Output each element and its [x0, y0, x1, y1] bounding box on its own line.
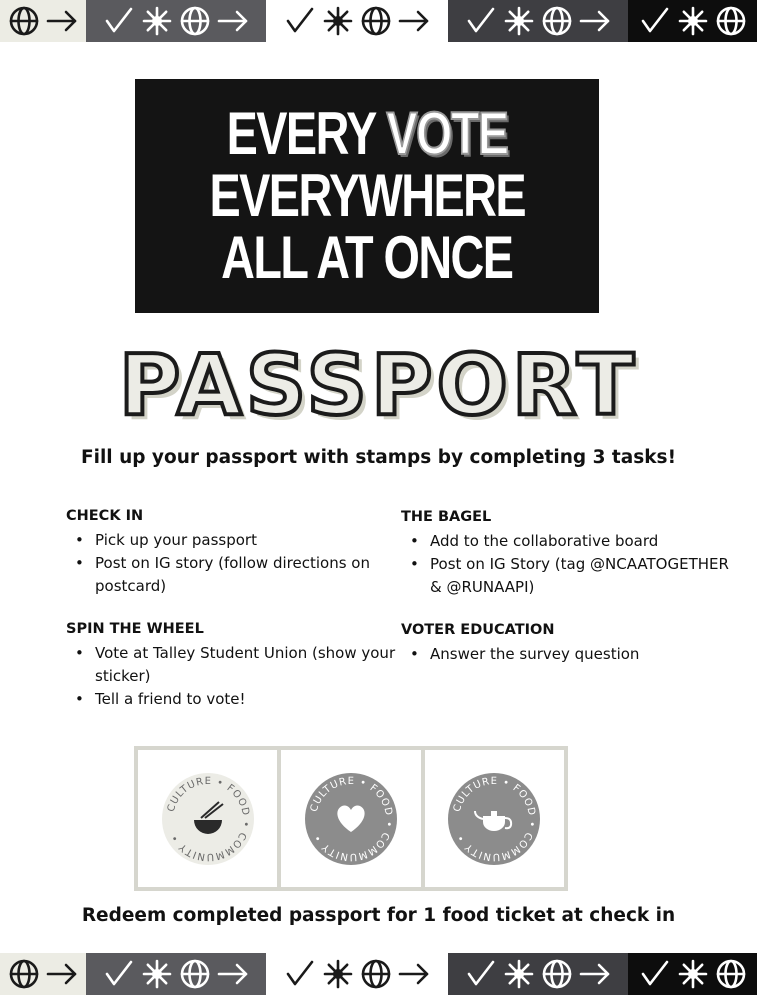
arrow-right-icon — [397, 957, 431, 991]
stamp-badge — [296, 764, 406, 874]
task-heading-voter-education: VOTER EDUCATION — [401, 622, 555, 638]
check-icon — [464, 957, 498, 991]
top-border-strip — [0, 0, 757, 42]
stamp-cell-3 — [425, 750, 564, 887]
stamp-cell-1 — [138, 750, 277, 887]
task-list-voter-education — [401, 643, 741, 666]
globe-icon — [540, 957, 574, 991]
task-heading-check-in: CHECK IN — [66, 508, 144, 524]
task-heading-bagel: THE BAGEL — [401, 509, 492, 525]
border-segment — [628, 0, 757, 42]
globe-icon — [714, 4, 748, 38]
arrow-right-icon — [578, 4, 612, 38]
arrow-right-icon — [216, 957, 250, 991]
redeem-text: Redeem completed passport for 1 food ticket at check in — [81, 905, 676, 926]
event-banner — [135, 79, 599, 313]
arrow-right-icon — [397, 4, 431, 38]
stamp-grid — [134, 746, 568, 891]
passport-title: PASSPORT — [118, 336, 639, 434]
banner-vote: VOTE — [386, 100, 508, 167]
border-segment — [628, 953, 757, 995]
list-item: • Tell a friend to vote! — [66, 688, 396, 711]
stamp-badge — [439, 764, 549, 874]
globe-icon — [178, 4, 212, 38]
stamp-badge — [153, 764, 263, 874]
banner-line-3: ALL AT ONCE — [221, 224, 513, 291]
check-icon — [283, 957, 317, 991]
check-icon — [283, 4, 317, 38]
banner-line-2: EVERYWHERE — [209, 162, 525, 229]
tasks-right-column — [401, 506, 741, 686]
banner-every: EVERY — [226, 100, 375, 167]
tasks-left-column — [66, 505, 396, 731]
globe-icon — [359, 4, 393, 38]
list-item: • Answer the survey question — [401, 643, 741, 666]
border-segment — [266, 0, 448, 42]
list-item: • Post on IG Story (tag @NCAATOGETHER & @RUNAAPI) — [401, 553, 741, 599]
arrow-right-icon — [216, 4, 250, 38]
list-item: • Vote at Talley Student Union (show your sticker) — [66, 642, 396, 688]
check-icon — [102, 4, 136, 38]
globe-icon — [540, 4, 574, 38]
sparkle-icon — [676, 957, 710, 991]
globe-icon — [7, 4, 41, 38]
sparkle-icon — [502, 957, 536, 991]
task-list-bagel — [401, 530, 741, 599]
svg-text:CULTURE • FOOD • COMMUNITY •: CULTURE • FOOD • COMMUNITY • — [308, 775, 395, 862]
border-segment — [448, 0, 628, 42]
sparkle-icon — [502, 4, 536, 38]
arrow-right-icon — [45, 957, 79, 991]
border-segment — [448, 953, 628, 995]
bottom-border-strip — [0, 953, 757, 995]
check-icon — [638, 957, 672, 991]
check-icon — [464, 4, 498, 38]
task-heading-spin-wheel: SPIN THE WHEEL — [66, 621, 204, 637]
banner-line-1 — [226, 100, 508, 167]
globe-icon — [178, 957, 212, 991]
border-segment — [86, 953, 266, 995]
arrow-right-icon — [578, 957, 612, 991]
sparkle-icon — [321, 957, 355, 991]
sparkle-icon — [140, 957, 174, 991]
check-icon — [638, 4, 672, 38]
svg-text:CULTURE • FOOD • COMMUNITY •: CULTURE • FOOD • COMMUNITY • — [165, 775, 251, 862]
border-segment — [266, 953, 448, 995]
task-list-check-in — [66, 529, 396, 598]
globe-icon — [714, 957, 748, 991]
sparkle-icon — [676, 4, 710, 38]
globe-icon — [7, 957, 41, 991]
arrow-right-icon — [45, 4, 79, 38]
sparkle-icon — [140, 4, 174, 38]
check-icon — [102, 957, 136, 991]
border-segment — [0, 0, 86, 42]
svg-text:CULTURE • FOOD • COMMUNITY •: CULTURE • FOOD • COMMUNITY • — [452, 775, 538, 862]
sparkle-icon — [321, 4, 355, 38]
globe-icon — [359, 957, 393, 991]
border-segment — [86, 0, 266, 42]
list-item: • Pick up your passport — [66, 529, 396, 552]
stamp-cell-2 — [281, 750, 420, 887]
task-list-spin-wheel — [66, 642, 396, 711]
list-item: • Add to the collaborative board — [401, 530, 741, 553]
border-segment — [0, 953, 86, 995]
instruction-text: Fill up your passport with stamps by completing 3 tasks! — [80, 447, 677, 468]
list-item: • Post on IG story (follow directions on postcard) — [66, 552, 396, 598]
